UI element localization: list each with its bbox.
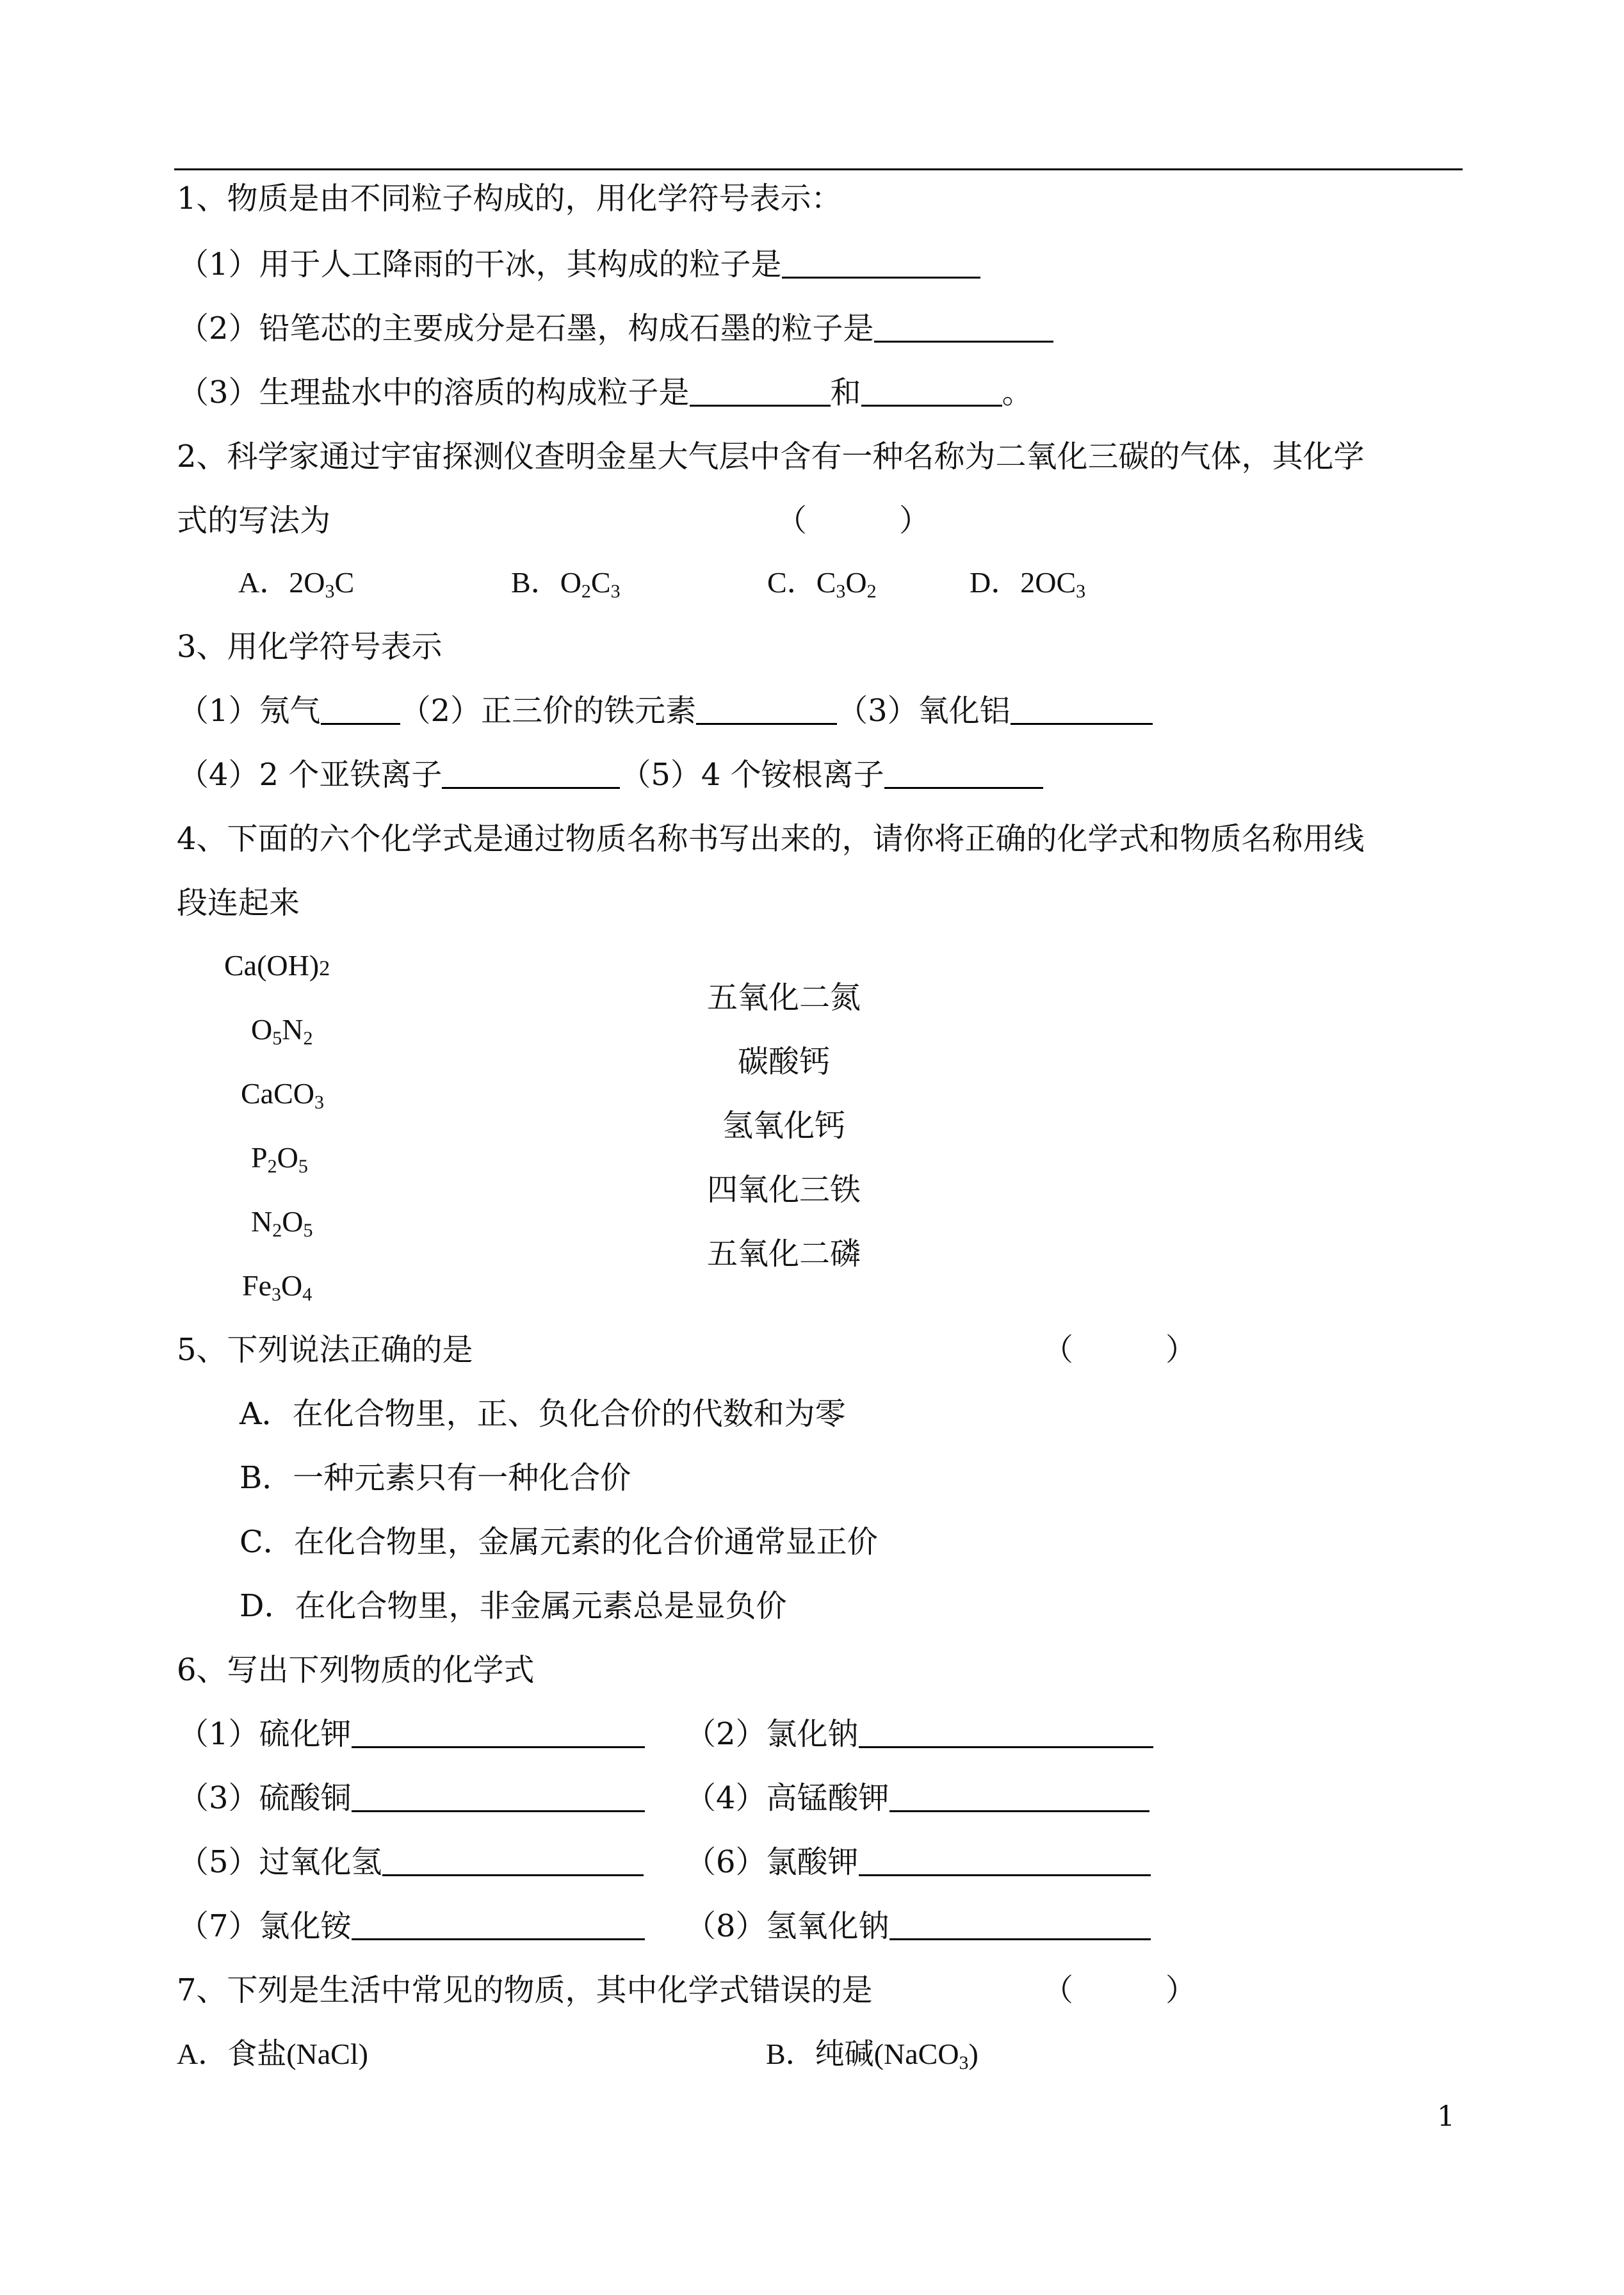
q6-item-label: （2）氯化钠 <box>685 1716 859 1752</box>
formula-part: O <box>845 566 867 599</box>
q2-option-d[interactable] <box>970 564 1085 602</box>
formula-part: 2O <box>289 566 325 599</box>
q2-option-c[interactable] <box>767 564 877 602</box>
answer-blank[interactable] <box>889 1908 1151 1940</box>
formula-part: C <box>816 566 836 599</box>
formula-part: Ca(OH) <box>224 949 320 982</box>
answer-blank[interactable] <box>690 374 831 407</box>
q4-formula-4[interactable] <box>251 1139 308 1177</box>
q1-part1 <box>178 245 980 284</box>
q2-option-a[interactable] <box>238 564 354 602</box>
q7-option-a[interactable]: A．食盐(NaCl) <box>177 2038 368 2070</box>
answer-blank[interactable] <box>861 374 1002 407</box>
formula-subscript: 3 <box>610 581 621 602</box>
formula-subscript: 5 <box>272 1028 282 1049</box>
option-label: A． <box>238 566 289 599</box>
option-label: B． <box>511 566 560 599</box>
q5-option-d[interactable]: D．在化合物里，非金属元素总是显负价 <box>240 1588 787 1624</box>
q1-part1-text: （1）用于人工降雨的干冰，其构成的粒子是 <box>178 247 782 282</box>
formula-part: 2OC <box>1020 566 1076 599</box>
formula-subscript: 3 <box>272 1284 281 1305</box>
q3-stem: 3、用化学符号表示 <box>177 629 443 665</box>
formula-subscript: 3 <box>1076 581 1086 602</box>
q4-formula-1[interactable] <box>224 946 330 988</box>
formula-part: N <box>282 1013 304 1046</box>
formula-subscript: 2 <box>581 581 591 602</box>
formula-subscript: 3 <box>325 581 335 602</box>
formula-part: B．纯碱(NaCO <box>766 2038 959 2070</box>
formula-part: C <box>590 566 611 599</box>
formula-part: O <box>277 1141 298 1174</box>
q6-item-label: （3）硫酸铜 <box>178 1780 352 1816</box>
formula-part: P <box>251 1141 268 1174</box>
q6-item-label: （1）硫化钾 <box>178 1716 352 1752</box>
q6-item-label: （4）高锰酸钾 <box>685 1780 889 1816</box>
formula-subscript: 2 <box>866 581 877 602</box>
q5-answer-paren[interactable]: （ ） <box>1043 1332 1197 1368</box>
answer-blank[interactable] <box>321 692 400 725</box>
page-number: 1 <box>1437 2100 1455 2133</box>
formula-part: N <box>251 1205 273 1238</box>
answer-blank[interactable] <box>874 310 1053 343</box>
formula-subscript: 2 <box>272 1220 282 1241</box>
q7-stem: 7、下列是生活中常见的物质，其中化学式错误的是 <box>177 1972 873 2008</box>
q3-item-4: （4）2 个亚铁离子 <box>178 757 443 793</box>
formula-subscript: 5 <box>303 1220 313 1241</box>
q5-option-b[interactable]: B．一种元素只有一种化合价 <box>240 1460 631 1496</box>
q1-stem: 1、物质是由不同粒子构成的，用化学符号表示： <box>177 181 842 216</box>
formula-part: C <box>334 566 355 599</box>
q1-part3-and: 和 <box>830 375 861 410</box>
q6-item-label: （8）氢氧化钠 <box>685 1908 889 1944</box>
q1-part2 <box>178 309 1053 348</box>
answer-blank[interactable] <box>696 692 837 725</box>
answer-blank[interactable] <box>782 246 980 279</box>
q6-stem: 6、写出下列物质的化学式 <box>177 1652 535 1688</box>
q1-part3 <box>178 373 1033 412</box>
q6-item-label: （7）氯化铵 <box>178 1908 352 1944</box>
formula-part: ) <box>968 2038 978 2070</box>
formula-subscript: 3 <box>314 1092 324 1113</box>
answer-blank[interactable] <box>382 1844 644 1876</box>
q2-stem-line2: 式的写法为 <box>177 503 331 539</box>
q7-option-b[interactable] <box>766 2035 978 2073</box>
formula-subscript: 5 <box>298 1156 308 1177</box>
answer-blank[interactable] <box>352 1908 645 1940</box>
q6-item-3 <box>178 1779 645 1817</box>
q4-name-3[interactable]: 氢氧化钙 <box>722 1108 846 1144</box>
answer-blank[interactable] <box>859 1715 1153 1748</box>
formula-subscript: 2 <box>267 1156 277 1177</box>
formula-part: O <box>251 1013 273 1046</box>
formula-subscript: 4 <box>302 1284 313 1305</box>
q4-formula-6[interactable] <box>242 1267 312 1305</box>
q3-item-2: （2）正三价的铁元素 <box>400 693 697 729</box>
answer-blank[interactable] <box>352 1780 645 1812</box>
formula-subscript: 3 <box>959 2052 969 2073</box>
formula-subscript: 2 <box>319 957 330 980</box>
q6-item-2 <box>685 1715 1153 1753</box>
header-rule <box>174 168 1463 170</box>
q6-item-1 <box>178 1715 645 1753</box>
q3-row1 <box>178 692 1153 730</box>
answer-blank[interactable] <box>889 1780 1149 1812</box>
formula-part: O <box>281 1269 303 1302</box>
answer-blank[interactable] <box>859 1844 1151 1876</box>
q6-item-8 <box>685 1907 1151 1945</box>
formula-subscript: 2 <box>303 1028 313 1049</box>
q5-option-c[interactable]: C．在化合物里，金属元素的化合价通常显正价 <box>240 1524 878 1560</box>
q2-option-b[interactable] <box>511 564 621 602</box>
q6-item-7 <box>178 1907 645 1945</box>
q3-item-1: （1）氖气 <box>178 693 321 729</box>
formula-part: CaCO <box>241 1077 314 1110</box>
formula-part: O <box>282 1205 304 1238</box>
q6-item-6 <box>685 1843 1151 1881</box>
q4-name-1[interactable]: 五氧化二氮 <box>707 980 861 1016</box>
q4-stem-line2: 段连起来 <box>177 885 300 921</box>
option-label: C． <box>767 566 816 599</box>
q2-answer-paren[interactable]: （ ） <box>776 503 930 539</box>
q5-option-a[interactable]: A．在化合物里，正、负化合价的代数和为零 <box>240 1396 846 1432</box>
answer-blank[interactable] <box>352 1715 645 1748</box>
q6-item-5 <box>178 1843 644 1881</box>
q7-answer-paren[interactable]: （ ） <box>1043 1972 1197 2008</box>
q4-name-2[interactable]: 碳酸钙 <box>738 1044 831 1080</box>
formula-part: Fe <box>242 1269 272 1302</box>
q1-part3-end: 。 <box>1002 375 1033 410</box>
q4-formula-2[interactable] <box>251 1010 313 1049</box>
answer-blank[interactable] <box>1011 692 1153 725</box>
q2-stem-line1: 2、科学家通过宇宙探测仪查明金星大气层中含有一种名称为二氧化三碳的气体，其化学 <box>177 439 1365 474</box>
answer-blank[interactable] <box>884 756 1043 789</box>
answer-blank[interactable] <box>442 756 620 789</box>
q6-item-label: （5）过氧化氢 <box>178 1844 382 1880</box>
q4-formula-3[interactable] <box>241 1075 324 1113</box>
q1-part3-text: （3）生理盐水中的溶质的构成粒子是 <box>178 375 690 410</box>
q3-item-5: （5）4 个铵根离子 <box>620 757 884 793</box>
q6-item-4 <box>685 1779 1149 1817</box>
q4-formula-5[interactable] <box>251 1203 313 1241</box>
q1-part2-text: （2）铅笔芯的主要成分是石墨，构成石墨的粒子是 <box>178 311 874 346</box>
q3-row2 <box>178 756 1043 794</box>
q3-item-3: （3）氧化铝 <box>837 693 1011 729</box>
formula-subscript: 3 <box>836 581 846 602</box>
q4-stem-line1: 4、下面的六个化学式是通过物质名称书写出来的，请你将正确的化学式和物质名称用线 <box>177 821 1365 857</box>
formula-part: O <box>560 566 581 599</box>
q6-item-label: （6）氯酸钾 <box>685 1844 859 1880</box>
q5-stem: 5、下列说法正确的是 <box>177 1332 473 1368</box>
q4-name-4[interactable]: 四氧化三铁 <box>707 1172 861 1208</box>
option-label: D． <box>970 566 1021 599</box>
q4-name-5[interactable]: 五氧化二磷 <box>707 1236 861 1272</box>
